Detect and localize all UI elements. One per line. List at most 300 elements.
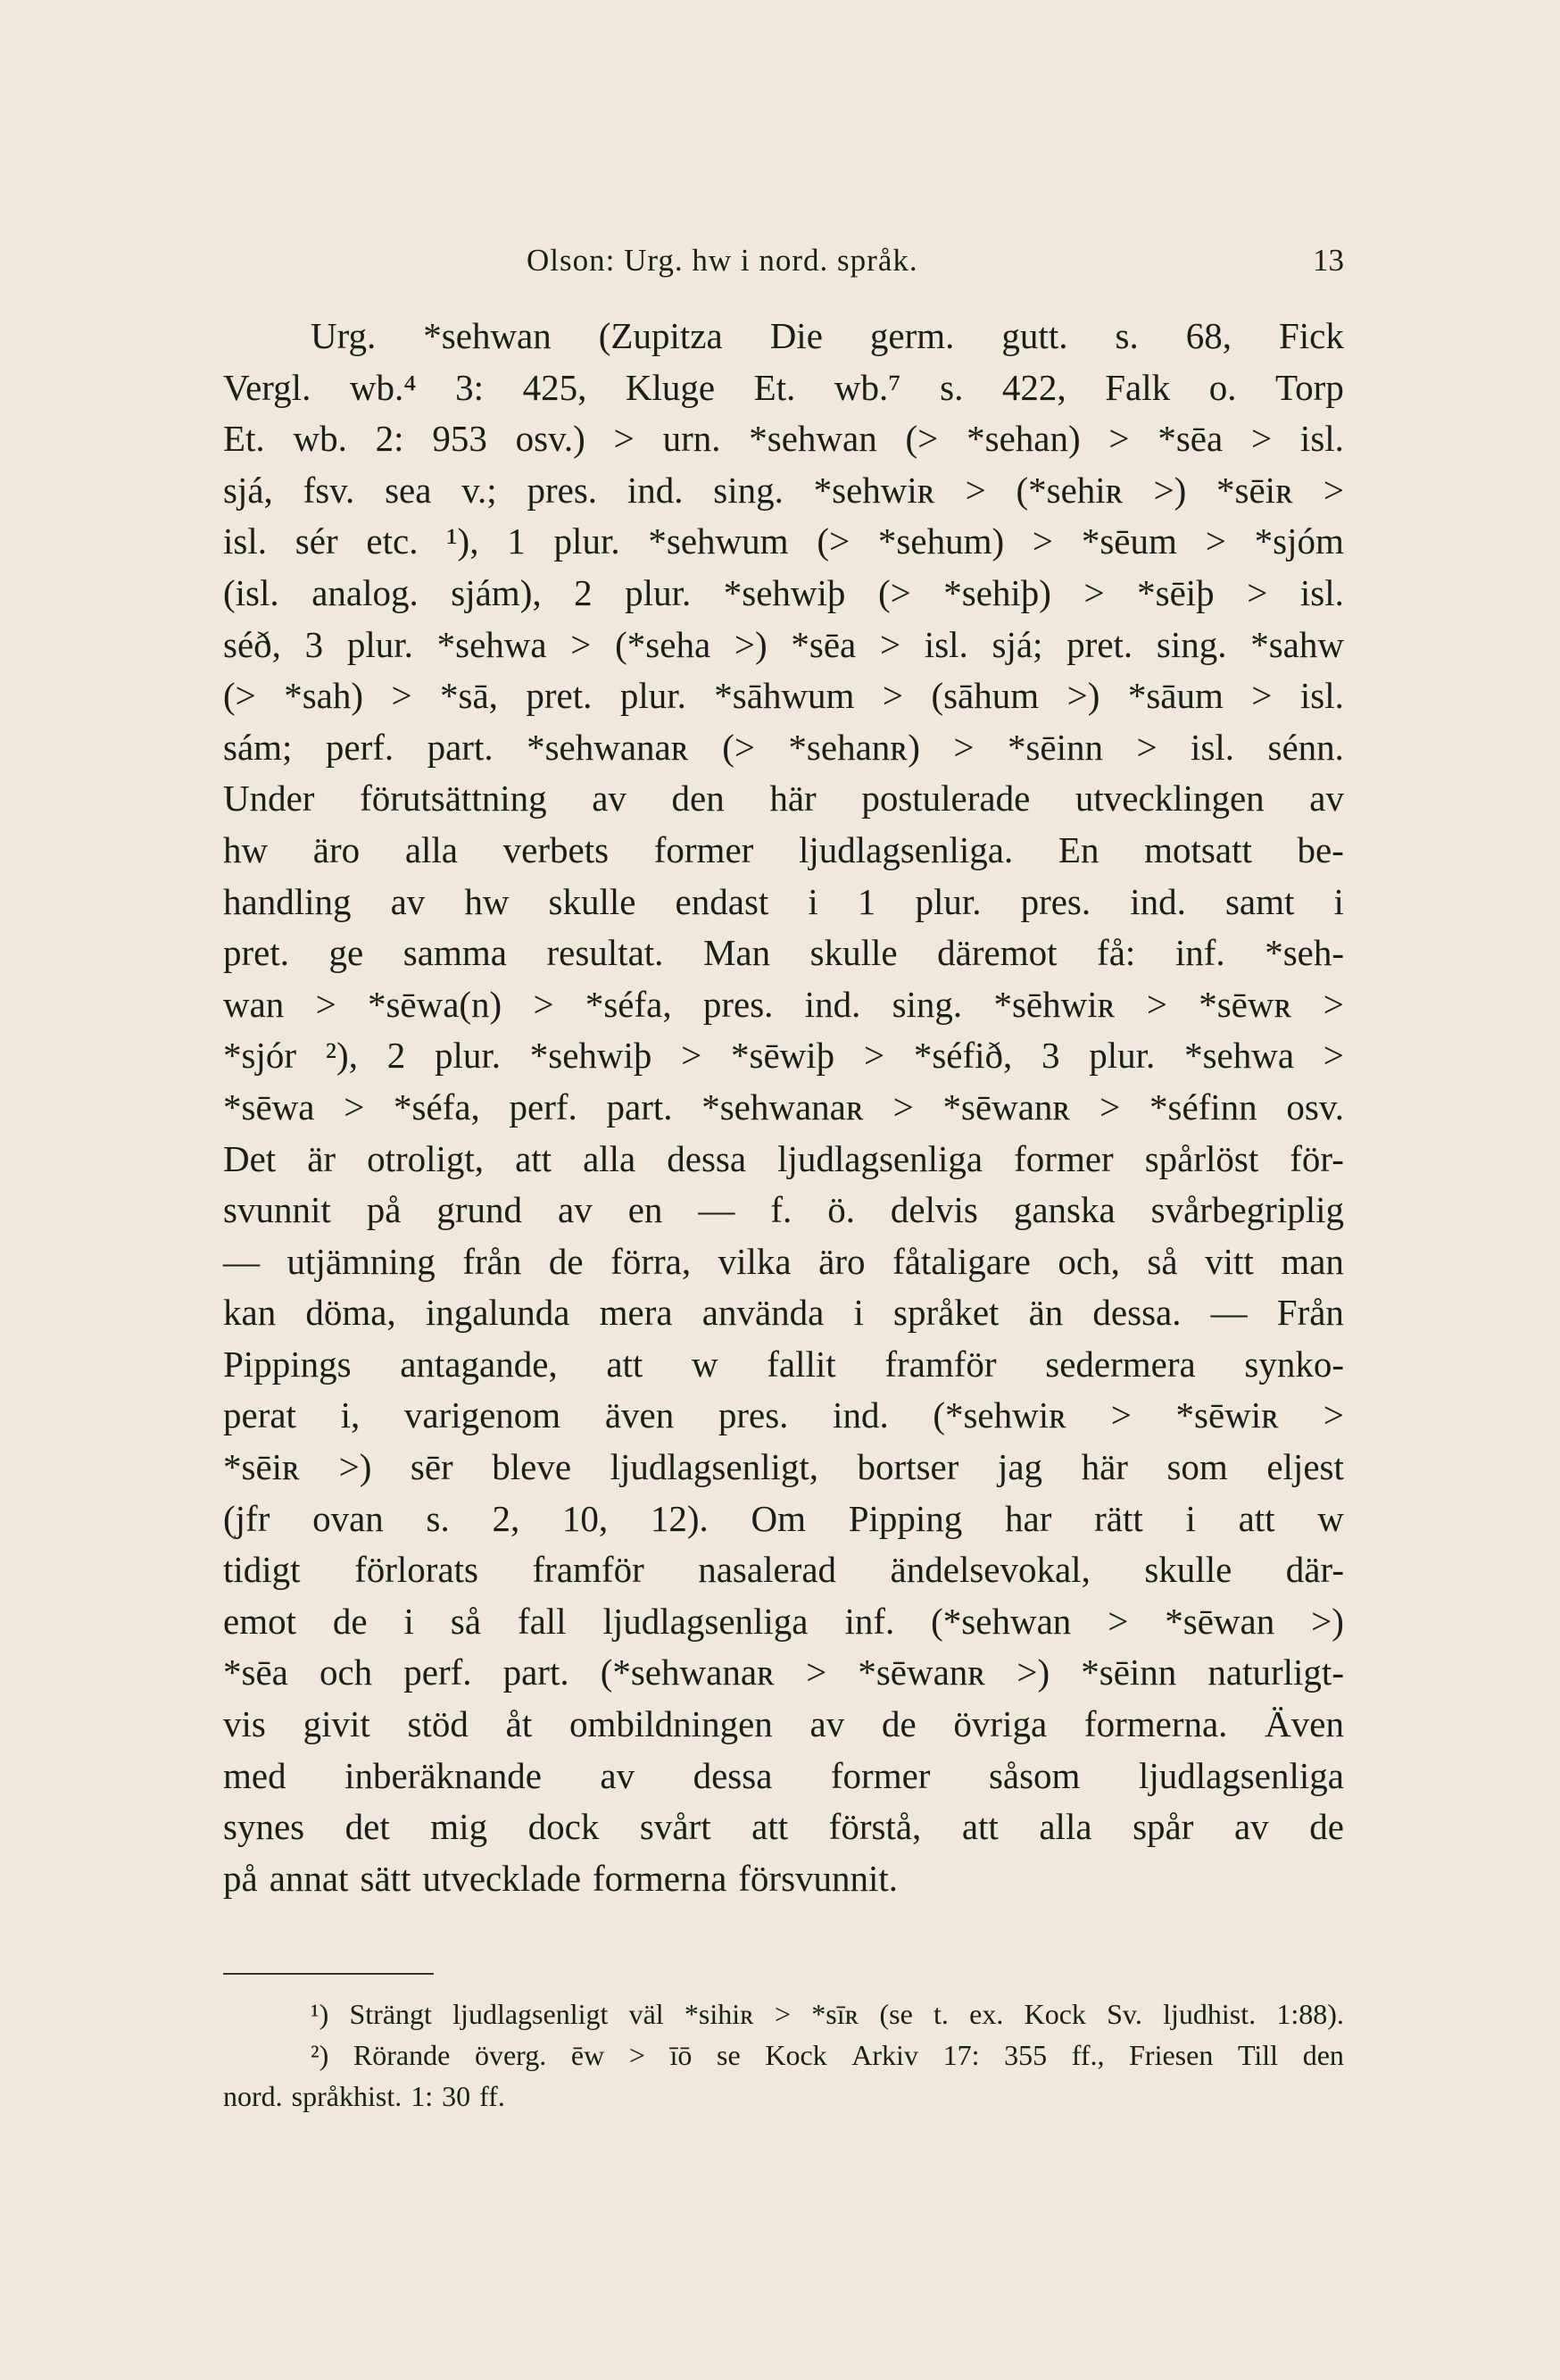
body-line <box>223 1544 1344 1596</box>
word: > <box>882 675 904 717</box>
word: o. <box>1208 366 1237 408</box>
word: (sāhum <box>931 675 1040 717</box>
word: isl. <box>1299 571 1344 613</box>
word: *sēinn <box>1081 1652 1177 1693</box>
word: givit <box>303 1703 370 1745</box>
word: att <box>751 1806 789 1848</box>
word: Kock <box>765 2039 827 2071</box>
word: 1: <box>411 2080 434 2112</box>
word: inberäknande <box>344 1754 542 1796</box>
word: antagande, <box>400 1343 558 1385</box>
word: 10, <box>561 1497 609 1539</box>
word: perf. <box>509 1086 577 1128</box>
word: ovan <box>312 1497 384 1539</box>
word: delvis <box>890 1189 978 1231</box>
word: Pippings <box>223 1343 352 1385</box>
word: pret. <box>223 932 289 974</box>
word: sing. <box>1156 623 1227 665</box>
word: rätt <box>1094 1497 1143 1539</box>
word: *sēa <box>223 1652 288 1693</box>
word: *séfa, <box>394 1086 480 1128</box>
word: eljest <box>1266 1446 1344 1488</box>
word: >) <box>734 623 768 665</box>
word: *sēa <box>1158 418 1224 460</box>
word: de <box>332 1600 368 1642</box>
word: s. <box>426 1497 450 1539</box>
word: sjám), <box>451 571 542 613</box>
word: *sjóm <box>1254 520 1344 562</box>
word: så <box>1147 1240 1178 1282</box>
word: *sehiþ) <box>943 571 1051 613</box>
word: Arkiv <box>851 2039 918 2071</box>
word: īō <box>669 2039 693 2071</box>
word: pret. <box>1066 623 1133 665</box>
word: sjá, <box>223 469 273 511</box>
word: Et. <box>223 418 265 460</box>
word: Urg. <box>311 315 377 356</box>
word: skulle <box>809 932 898 974</box>
word: motsatt <box>1144 828 1252 870</box>
running-title: Olson: Urg. hw i nord. språk. <box>527 243 918 278</box>
word: Vergl. <box>223 366 311 408</box>
word: svunnit <box>223 1189 331 1231</box>
word: ēw <box>570 2039 605 2071</box>
word: 2: <box>375 418 404 460</box>
body-line <box>223 1596 1344 1648</box>
body-line <box>223 568 1344 620</box>
word: > <box>570 623 592 665</box>
word: wb.⁷ <box>834 366 901 408</box>
word: vitt <box>1205 1240 1254 1282</box>
word: wb.⁴ <box>349 366 417 408</box>
word: *sehwiþ <box>529 1035 652 1077</box>
word: > <box>1083 571 1105 613</box>
word: av <box>558 1189 593 1231</box>
word: *sēhwiʀ <box>993 983 1116 1025</box>
word: > <box>863 1035 885 1077</box>
word: *sehwiʀ <box>813 469 935 511</box>
word: ¹), <box>446 520 479 562</box>
word: åt <box>505 1703 533 1745</box>
word: fall <box>517 1600 567 1642</box>
word: > <box>1323 983 1344 1025</box>
footnote-line <box>223 2076 1344 2117</box>
word: däremot <box>937 932 1058 974</box>
word: man <box>1281 1240 1344 1282</box>
word: Man <box>702 932 771 974</box>
word: >) <box>1066 675 1100 717</box>
word: > <box>1251 675 1273 717</box>
word: 30 <box>442 2080 471 2112</box>
word: — <box>223 1240 260 1282</box>
word: Torp <box>1275 366 1344 408</box>
word: (> <box>223 675 256 717</box>
word: > <box>628 2039 645 2071</box>
word: 1 <box>857 880 876 922</box>
word: de <box>548 1240 584 1282</box>
word: *sehwanaʀ <box>701 1086 864 1128</box>
word: > <box>1032 520 1054 562</box>
word: Under <box>223 778 315 820</box>
word: > <box>953 726 975 768</box>
word: osv. <box>1286 1086 1344 1128</box>
word: *sehum) <box>877 520 1005 562</box>
word: ind. <box>1130 880 1186 922</box>
word: här <box>1081 1446 1128 1488</box>
word: 425, <box>522 366 587 408</box>
word: *sehwa <box>436 623 547 665</box>
body-line <box>223 465 1344 517</box>
word: ind. <box>833 1394 889 1436</box>
word: se <box>717 2039 741 2071</box>
word: *sehwum <box>648 520 789 562</box>
word: > <box>879 623 901 665</box>
word: naturligt- <box>1207 1652 1344 1693</box>
word: wb. <box>293 418 347 460</box>
word: perf. <box>403 1652 472 1693</box>
word: *sah) <box>284 675 364 717</box>
word: *sīʀ <box>811 1998 859 2030</box>
word: former <box>1014 1137 1114 1179</box>
word: grund <box>436 1189 523 1231</box>
word: Rörande <box>353 2039 451 2071</box>
word: äro <box>312 828 361 870</box>
word: spårlöst <box>1144 1137 1259 1179</box>
word: perf. <box>325 726 394 768</box>
body-line <box>223 1236 1344 1288</box>
word: har <box>1005 1497 1052 1539</box>
word: *sēwiʀ <box>1175 1394 1280 1436</box>
word: handling <box>223 880 352 922</box>
word: > <box>1251 418 1273 460</box>
word: *sēum <box>1081 520 1177 562</box>
word: (*sehwiʀ <box>933 1394 1067 1436</box>
word: *sehanʀ) <box>788 726 920 768</box>
word: s. <box>1115 315 1139 356</box>
word: > <box>681 1035 702 1077</box>
word: mera <box>599 1292 673 1334</box>
word: >) <box>1153 469 1187 511</box>
word: Kluge <box>625 366 716 408</box>
word: ind. <box>804 983 861 1025</box>
word: hw <box>464 880 510 922</box>
word: att <box>961 1806 999 1848</box>
word: Die <box>769 315 823 356</box>
word: överg. <box>474 2039 547 2071</box>
word: inf. <box>1174 932 1225 974</box>
word: ljudlagsenliga <box>777 1137 983 1179</box>
word: där- <box>1285 1549 1344 1591</box>
word: vilka <box>718 1240 792 1282</box>
word: Kock <box>1024 1998 1086 2030</box>
word: part. <box>606 1086 673 1128</box>
word: gutt. <box>1001 315 1068 356</box>
word: > <box>1108 418 1130 460</box>
word: t. <box>934 1998 949 2030</box>
word: förra, <box>610 1240 692 1282</box>
word: w <box>1317 1497 1344 1539</box>
word: inf. <box>844 1600 895 1642</box>
word: Det <box>223 1137 277 1179</box>
word: den <box>1302 2039 1344 2071</box>
word: 3 <box>304 623 324 665</box>
word: plur. <box>434 1035 501 1077</box>
body-line <box>223 362 1344 414</box>
word: Sv. <box>1107 1998 1142 2030</box>
word: framför <box>532 1549 644 1591</box>
body-line <box>223 1751 1344 1802</box>
word: *sehwiþ <box>723 571 846 613</box>
word: > <box>315 983 336 1025</box>
word: i, <box>340 1394 361 1436</box>
word: > <box>965 469 986 511</box>
word: 3: <box>455 366 485 408</box>
word: *sāum <box>1127 675 1224 717</box>
word: ¹) <box>311 1998 329 2030</box>
word: isl. <box>1299 418 1344 460</box>
word: stöd <box>407 1703 469 1745</box>
word: *sēwanʀ <box>942 1086 1071 1128</box>
word: mig <box>430 1806 488 1848</box>
word: få: <box>1097 932 1136 974</box>
word: hw <box>223 828 269 870</box>
word: av <box>1309 778 1344 820</box>
word: séð, <box>223 623 281 665</box>
word: 12). <box>650 1497 709 1539</box>
body-line <box>223 877 1344 928</box>
word: pres. <box>527 469 598 511</box>
word: *sehwanaʀ <box>527 726 689 768</box>
word: (isl. <box>223 571 279 613</box>
word: även <box>604 1394 675 1436</box>
body-line <box>223 620 1344 671</box>
word: *séfinn <box>1149 1086 1257 1128</box>
word: *seh- <box>1265 932 1344 974</box>
word: ²), <box>325 1035 358 1077</box>
body-text <box>223 311 1344 1904</box>
body-line <box>223 413 1344 465</box>
word: — <box>698 1189 735 1231</box>
word: så <box>450 1600 482 1642</box>
word: > <box>1247 571 1268 613</box>
word: förutsättning <box>360 778 547 820</box>
word: (*sehwanaʀ <box>600 1652 776 1693</box>
word: — <box>1210 1292 1248 1334</box>
word: former <box>653 828 754 870</box>
word: (> <box>817 520 851 562</box>
word: av <box>592 778 626 820</box>
word: 953 <box>432 418 487 460</box>
word: *sēwʀ <box>1199 983 1292 1025</box>
word: skulle <box>548 880 636 922</box>
word: döma, <box>305 1292 396 1334</box>
word: plur. <box>1089 1035 1156 1077</box>
body-line <box>223 1853 1344 1905</box>
word: sér <box>295 520 338 562</box>
word: kan <box>223 1292 277 1334</box>
body-line <box>223 1494 1344 1545</box>
word: övriga <box>953 1703 1048 1745</box>
word: i <box>1185 1497 1196 1539</box>
word: förlorats <box>354 1549 478 1591</box>
word: *sehwan <box>749 418 877 460</box>
word: ganska <box>1013 1189 1116 1231</box>
word: sätt <box>360 1857 411 1899</box>
word: nasalerad <box>698 1549 837 1591</box>
word: *sehwan <box>423 315 552 356</box>
word: samt <box>1224 880 1295 922</box>
word: En <box>1058 828 1099 870</box>
word: Fick <box>1278 315 1344 356</box>
word: (*sehwan <box>931 1600 1072 1642</box>
word: > <box>1110 1394 1132 1436</box>
word: i <box>853 1292 864 1334</box>
word: en <box>627 1189 663 1231</box>
body-line <box>223 311 1344 362</box>
word: >) <box>1311 1600 1344 1642</box>
word: 422, <box>1001 366 1066 408</box>
word: på <box>223 1857 258 1899</box>
word: nord. <box>223 2080 283 2112</box>
word: som <box>1166 1446 1228 1488</box>
word: språkhist. <box>291 2080 402 2112</box>
word: (> <box>722 726 755 768</box>
body-line <box>223 1030 1344 1082</box>
word: plur. <box>553 520 620 562</box>
word: s. <box>940 366 964 408</box>
word: sedermera <box>1045 1343 1196 1385</box>
footnotes <box>223 1993 1344 2117</box>
word: spår <box>1133 1806 1194 1848</box>
word: Friesen <box>1129 2039 1214 2071</box>
body-line <box>223 722 1344 774</box>
word: dessa. <box>1092 1292 1182 1334</box>
word: Falk <box>1105 366 1171 408</box>
word: fsv. <box>303 469 355 511</box>
word: såsom <box>988 1754 1081 1796</box>
word: isl. <box>223 520 267 562</box>
word: verbets <box>502 828 610 870</box>
word: från <box>462 1240 522 1282</box>
word: för- <box>1290 1137 1344 1179</box>
word: den <box>671 778 725 820</box>
word: > <box>1205 520 1226 562</box>
body-line <box>223 773 1344 825</box>
word: *sā, <box>440 675 498 717</box>
word: de <box>1309 1806 1344 1848</box>
word: i <box>808 880 818 922</box>
word: *sēwan <box>1165 1600 1275 1642</box>
word: fallit <box>767 1343 836 1385</box>
body-line <box>223 928 1344 979</box>
word: synko- <box>1244 1343 1344 1385</box>
word: språket <box>893 1292 1000 1334</box>
word: part. <box>427 726 494 768</box>
body-line <box>223 1287 1344 1339</box>
word: f. <box>770 1189 792 1231</box>
word: svårbegriplig <box>1150 1189 1344 1231</box>
word: pres. <box>718 1394 789 1436</box>
running-header <box>223 234 1344 287</box>
word: förstå, <box>828 1806 922 1848</box>
word: ge <box>328 932 364 974</box>
word: ljudlagsenligt <box>452 1998 609 2030</box>
word: osv.) <box>515 418 585 460</box>
word: (*sehiʀ <box>1016 469 1124 511</box>
word: ombildningen <box>569 1703 773 1745</box>
word: 2 <box>386 1035 406 1077</box>
word: endast <box>675 880 769 922</box>
word: dock <box>527 1806 600 1848</box>
word: perat <box>223 1394 296 1436</box>
word: isl. <box>924 623 968 665</box>
word: 68, <box>1185 315 1232 356</box>
word: försvunnit. <box>738 1857 899 1899</box>
word: Till <box>1237 2039 1279 2071</box>
word: *sēiʀ <box>223 1446 301 1488</box>
word: fåtaligare <box>892 1240 1031 1282</box>
word: pres. <box>702 983 774 1025</box>
word: skulle <box>1144 1549 1232 1591</box>
word: *sēiʀ <box>1216 469 1294 511</box>
word: ljudlagsenliga <box>1138 1754 1344 1796</box>
word: och, <box>1058 1240 1120 1282</box>
word: *sēwanʀ <box>858 1652 986 1693</box>
word: 355 <box>1004 2039 1048 2071</box>
word: väl <box>628 1998 664 2030</box>
word: ö. <box>827 1189 855 1231</box>
word: 1 <box>507 520 526 562</box>
word: ex. <box>969 1998 1004 2030</box>
word: pres. <box>1020 880 1091 922</box>
word: att <box>1238 1497 1275 1539</box>
word: här <box>769 778 817 820</box>
word: > <box>1323 1035 1344 1077</box>
word: 2, <box>492 1497 520 1539</box>
word: wan <box>223 983 285 1025</box>
word: w <box>691 1343 718 1385</box>
word: dessa <box>667 1137 747 1179</box>
word: än <box>1028 1292 1064 1334</box>
body-line <box>223 1802 1344 1853</box>
word: v.; <box>461 469 497 511</box>
word: utjämning <box>286 1240 436 1282</box>
body-line <box>223 1699 1344 1751</box>
word: utvecklade <box>422 1857 582 1899</box>
word: *sahw <box>1250 623 1344 665</box>
word: jag <box>997 1446 1043 1488</box>
word: tidigt <box>223 1549 301 1591</box>
word: ²) <box>311 2039 329 2071</box>
word: 3 <box>1041 1035 1060 1077</box>
word: Et. <box>753 366 796 408</box>
word: *sihiʀ <box>684 1998 754 2030</box>
word: varigenom <box>403 1394 561 1436</box>
word: i <box>403 1600 414 1642</box>
word: analog. <box>311 571 419 613</box>
word: 1:88). <box>1276 1998 1344 2030</box>
word: ljudlagsenligt, <box>610 1446 819 1488</box>
body-line <box>223 825 1344 877</box>
word: sjá; <box>992 623 1043 665</box>
word: *sēiþ <box>1137 571 1215 613</box>
word: är <box>307 1137 336 1179</box>
word: med <box>223 1754 286 1796</box>
body-line <box>223 1339 1344 1391</box>
word: sám; <box>223 726 293 768</box>
word: att <box>515 1137 552 1179</box>
word: > <box>1136 726 1158 768</box>
